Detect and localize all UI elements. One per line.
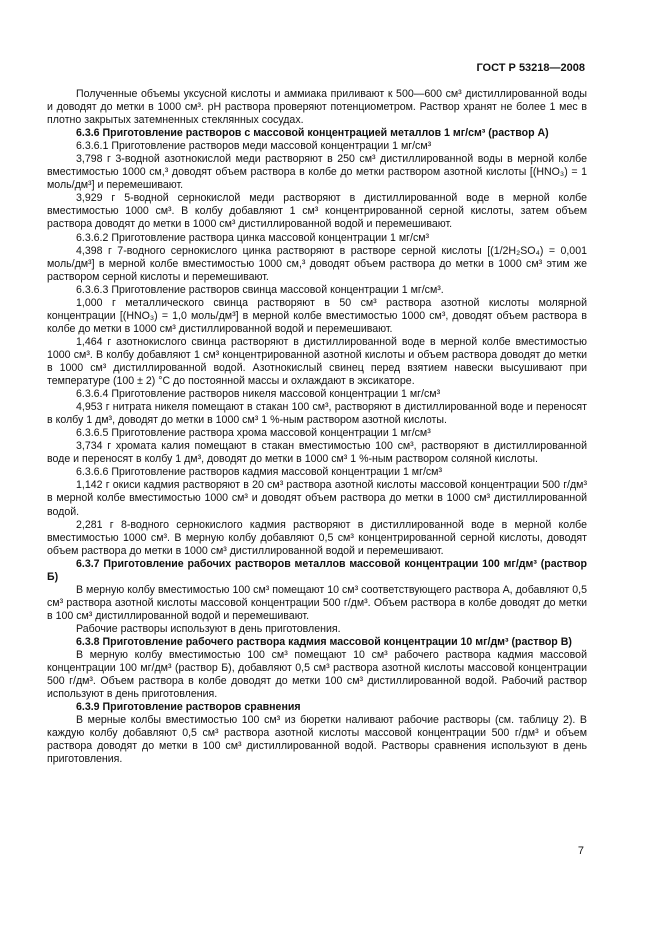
paragraph: 1,000 г металлического свинца растворяют в 50 см³ раствора азотной кислоты молярной концентрации [(HNO₃) = 1,0 моль/дм³] в мерной колбе вместимостью 1000 см³, доводят объем раствора в колбе до метки в 1000 см³ дистиллированной водой и перемешивают. [47,296,587,335]
paragraph: В мерную колбу вместимостью 100 см³ помещают 10 см³ соответствующего раствора А, добавляют 0,5 см³ раствора азотной кислоты массовой концентрации 500 г/дм³. Объем раствора в колбе доводят до метки в 100 см³ дистиллированной водой и перемешивают. [47,583,587,622]
page-number: 7 [577,845,584,857]
page-body [47,88,587,766]
paragraph: 1,464 г азотнокислого свинца растворяют в дистиллированной воде в мерной колбе вместимостью 1000 см³. В колбу добавляют 1 см³ концентрированной азотной кислоты и объем раствора доводят до метки в 1000 см³ дистиллированной водой. Азотнокислый свинец перед взятием навески высушивают при температуре (100 ± 2) °С до постоянной массы и охлаждают в эксикаторе. [47,335,587,388]
subsection-title: 6.3.6.5 Приготовление раствора хрома массовой концентрации 1 мг/см³ [76,427,431,440]
document-id: ГОСТ Р 53218—2008 [476,62,585,74]
subsection-title: 6.3.6.3 Приготовление растворов свинца массовой концентрации 1 мг/см³. [76,283,444,296]
subsection-title: 6.3.6.2 Приготовление раствора цинка массовой концентрации 1 мг/см³ [76,231,430,244]
section-heading: 6.3.8 Приготовление рабочего раствора кадмия массовой концентрации 10 мг/дм³ (раствор В) [76,635,572,648]
paragraph: Рабочие растворы используют в день приготовления. [76,622,341,635]
section-heading: 6.3.9 Приготовление растворов сравнения [76,701,301,714]
paragraph: 4,398 г 7-водного сернокислого цинка растворяют в растворе серной кислоты [(1/2H₂SO₄) = 0,001 моль/дм³] в мерной колбе вместимостью 1000 см,³ доводят объем раствора до метки в 1000 см³ этим же раствором серной кислоты и перемешивают. [47,244,587,283]
paragraph: 2,281 г 8-водного сернокислого кадмия растворяют в дистиллированной воде в мерной колбе вместимостью 1000 см³. В мерную колбу добавляют 0,5 см³ концентрированной серной кислоты, доводят объем раствора до метки в 1000 см³ дистиллированной водой и перемешивают. [47,518,587,557]
subsection-title: 6.3.6.6 Приготовление растворов кадмия массовой концентрации 1 мг/см³ [76,466,442,479]
paragraph: В мерные колбы вместимостью 100 см³ из бюретки наливают рабочие растворы (см. таблицу 2). В каждую колбу добавляют 0,5 см³ раствора азотной кислоты массовой концентрации 500 г/дм³ и объем раствора доводят до метки в 100 см³ дистиллированной водой. Растворы сравнения используют в день приготовления. [47,714,587,766]
paragraph: В мерную колбу вместимостью 100 см³ помещают 10 см³ рабочего раствора кадмия массовой концентрации 100 мг/дм³ (раствор Б), добавляют 0,5 см³ раствора азотной кислоты массовой концентрации 500 г/дм³. Объем раствора в колбе доводят до метки 100 см³ дистиллированной водой. Рабочий раствор используют в день приготовления. [47,649,587,701]
paragraph: 1,142 г окиси кадмия растворяют в 20 см³ раствора азотной кислоты массовой концентрации 500 г/дм³ в мерной колбе вместимостью 1000 см³ и доводят объем раствора до метки в 1000 см³ дистиллированной водой. [47,479,587,518]
paragraph: 3,798 г 3-водной азотнокислой меди растворяют в 250 см³ дистиллированной воды в мерной колбе вместимостью 1000 см,³ доводят объем раствора в колбе до метки раствором азотной кислоты [(HNO₃) = 1 моль/дм³] и перемешивают. [47,153,587,192]
subsection-title: 6.3.6.1 Приготовление растворов меди массовой концентрации 1 мг/см³ [76,140,432,153]
paragraph: 3,929 г 5-водной сернокислой меди растворяют в дистиллированной воде в мерной колбе вместимостью 1000 см³. В колбу добавляют 1 см³ концентрированной серной кислоты, затем объем раствора доводят до метки в 1000 см³ дистиллированной водой и перемешивают. [47,192,587,231]
paragraph: Полученные объемы уксусной кислоты и аммиака приливают к 500—600 см³ дистиллированной воды и доводят до метки в 1000 см³. pH раствора проверяют потенциометром. Раствор хранят не более 1 мес в плотно закрытых затемненных стеклянных сосудах. [47,88,587,127]
section-heading: 6.3.6 Приготовление растворов с массовой концентрацией металлов 1 мг/см³ (раствор А) [76,127,549,140]
section-heading: 6.3.7 Приготовление рабочих растворов металлов массовой концентрации 100 мг/дм³ (раствор Б) [47,557,587,583]
subsection-title: 6.3.6.4 Приготовление растворов никеля массовой концентрации 1 мг/см³ [76,388,441,401]
paragraph: 4,953 г нитрата никеля помещают в стакан 100 см³, растворяют в дистиллированной воде и переносят в колбу 1 дм³, доводят до метки в 1000 см³ 1 %-ным раствором азотной кислоты. [47,401,587,427]
paragraph: 3,734 г хромата калия помещают в стакан вместимостью 100 см³, растворяют в дистиллированной воде и переносят в колбу 1 дм³, доводят до метки в 1000 см³ 1 %-ным раствором соляной кислоты. [47,440,587,466]
